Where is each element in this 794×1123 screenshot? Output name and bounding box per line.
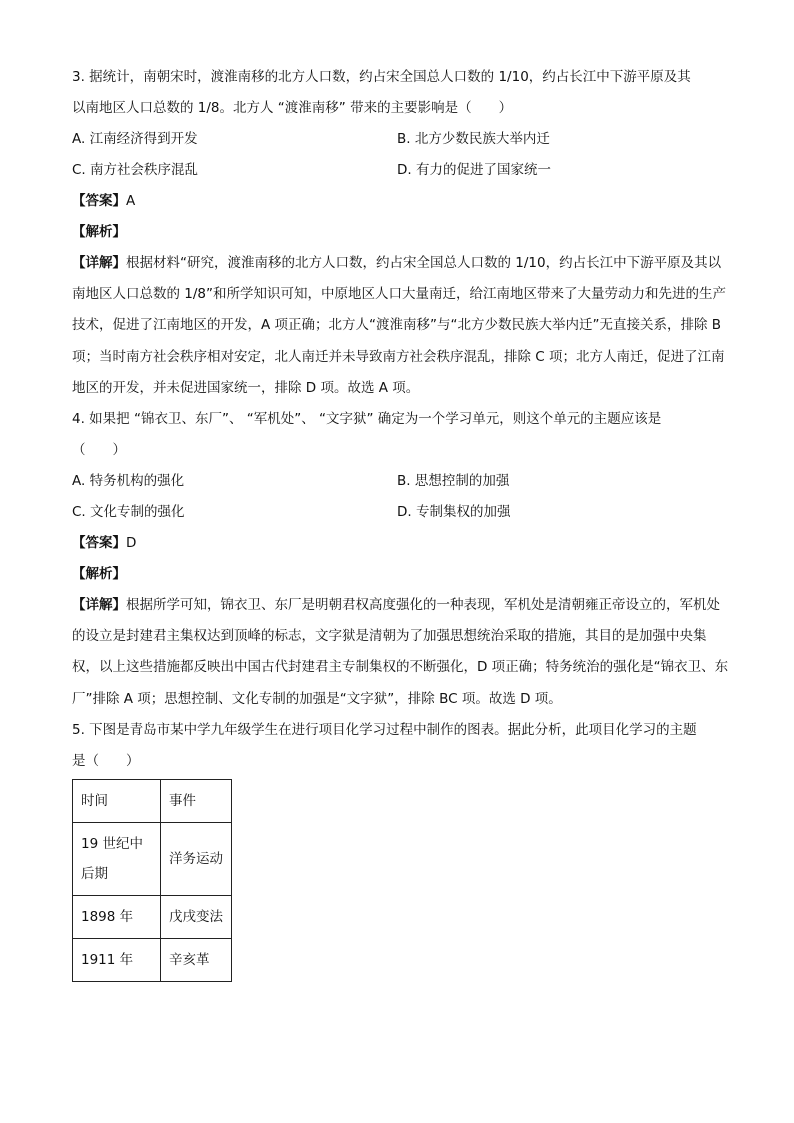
question-5 bbox=[72, 715, 732, 982]
question-3-detail bbox=[72, 248, 732, 404]
option-d: D. 专制集权的加强 bbox=[397, 504, 511, 521]
answer-value: D bbox=[126, 535, 137, 552]
table-cell-time: 19 世纪中后期 bbox=[73, 822, 161, 895]
option-b: B. 北方少数民族大举内迁 bbox=[397, 131, 550, 147]
option-b: B. 思想控制的加强 bbox=[397, 473, 510, 490]
table-cell-time: 1898 年 bbox=[73, 895, 161, 938]
detail-text: 根据所学可知，锦衣卫、东厂是明朝君权高度强化的一种表现，军机处是清朝雍正帝设立的，军机处的设立是封建君主集权达到顶峰的标志，文字狱是清朝为了加强思想统治采取的措施，其目的是加强中央集权，以上这些措施都反映出中国古代封建君主专制集权的不断强化，D 项正确；特务统治的强化是“锦衣卫、东厂”排除 A 项；思想控制、文化专制的加强是“文字狱”，排除 BC 项。故选 D 项。 bbox=[72, 597, 729, 707]
table-header-cell: 时间 bbox=[73, 779, 161, 822]
answer-value: A bbox=[126, 193, 136, 209]
question-4-stem-line1: 4. 如果把 “锦衣卫、东厂”、 “军机处”、 “文字狱” 确定为一个学习单元，则这个单元的主题应该是 bbox=[72, 411, 662, 428]
question-3-answer bbox=[72, 186, 732, 217]
question-4 bbox=[72, 404, 732, 715]
table-row bbox=[73, 938, 232, 981]
question-3-stem-line2: 以南地区人口总数的 1/8。北方人 “渡淮南移” 带来的主要影响是（ ） bbox=[72, 100, 513, 116]
table-cell-event: 辛亥革 bbox=[161, 938, 232, 981]
question-4-analysis-tag: 【解析】 bbox=[72, 566, 126, 583]
question-5-stem-line2: 是（ ） bbox=[72, 752, 140, 769]
option-c: C. 南方社会秩序混乱 bbox=[72, 162, 199, 178]
events-table bbox=[72, 779, 232, 982]
detail-text: 根据材料“研究，渡淮南移的北方人口数，约占宋全国总人口数的 1/10，约占长江中下游平原及其以南地区人口总数的 1/8”和所学知识可知，中原地区人口大量南迁，给江南地区带来了大量劳动力和先进的生产技术，促进了江南地区的开发，A 项正确；北方人“渡淮南移”与“北方少数民族大举内迁”无直接关系，排除 B 项；当时南方社会秩序相对安定，北人南迁并未导致南方社会秩序混乱，排除 C 项；北方人南迁，促进了江南地区的开发，并未促进国家统一，排除 D 项。故选 A 项。 bbox=[72, 255, 727, 396]
answer-tag: 【答案】 bbox=[72, 535, 126, 552]
option-d: D. 有力的促进了国家统一 bbox=[397, 162, 551, 178]
table-row bbox=[73, 822, 232, 895]
option-a: A. 特务机构的强化 bbox=[72, 473, 185, 490]
question-3-analysis-tag: 【解析】 bbox=[72, 224, 126, 240]
table-cell-time: 1911 年 bbox=[73, 938, 161, 981]
table-cell-event: 戊戌变法 bbox=[161, 895, 232, 938]
option-c: C. 文化专制的强化 bbox=[72, 504, 185, 521]
question-3-options-row2 bbox=[72, 155, 732, 186]
detail-tag: 【详解】 bbox=[72, 255, 126, 271]
option-a: A. 江南经济得到开发 bbox=[72, 131, 198, 147]
table-header-row bbox=[73, 779, 232, 822]
question-4-options-row2 bbox=[72, 497, 732, 528]
detail-tag: 【详解】 bbox=[72, 597, 126, 614]
question-3 bbox=[72, 62, 732, 404]
table-cell-event: 洋务运动 bbox=[161, 822, 232, 895]
question-3-stem-line1: 3. 据统计，南朝宋时，渡淮南移的北方人口数，约占宋全国总人口数的 1/10，约占长江中下游平原及其 bbox=[72, 69, 691, 85]
answer-tag: 【答案】 bbox=[72, 193, 126, 209]
question-4-options-row1 bbox=[72, 466, 732, 497]
table-row bbox=[73, 895, 232, 938]
question-3-options-row1 bbox=[72, 124, 732, 155]
document-page bbox=[72, 62, 732, 982]
question-4-answer bbox=[72, 528, 732, 559]
table-header-cell: 事件 bbox=[161, 779, 232, 822]
question-4-stem-line2: （ ） bbox=[72, 442, 126, 459]
question-4-detail bbox=[72, 590, 732, 715]
question-5-stem-line1: 5. 下图是青岛市某中学九年级学生在进行项目化学习过程中制作的图表。据此分析，此项目化学习的主题 bbox=[72, 721, 697, 738]
